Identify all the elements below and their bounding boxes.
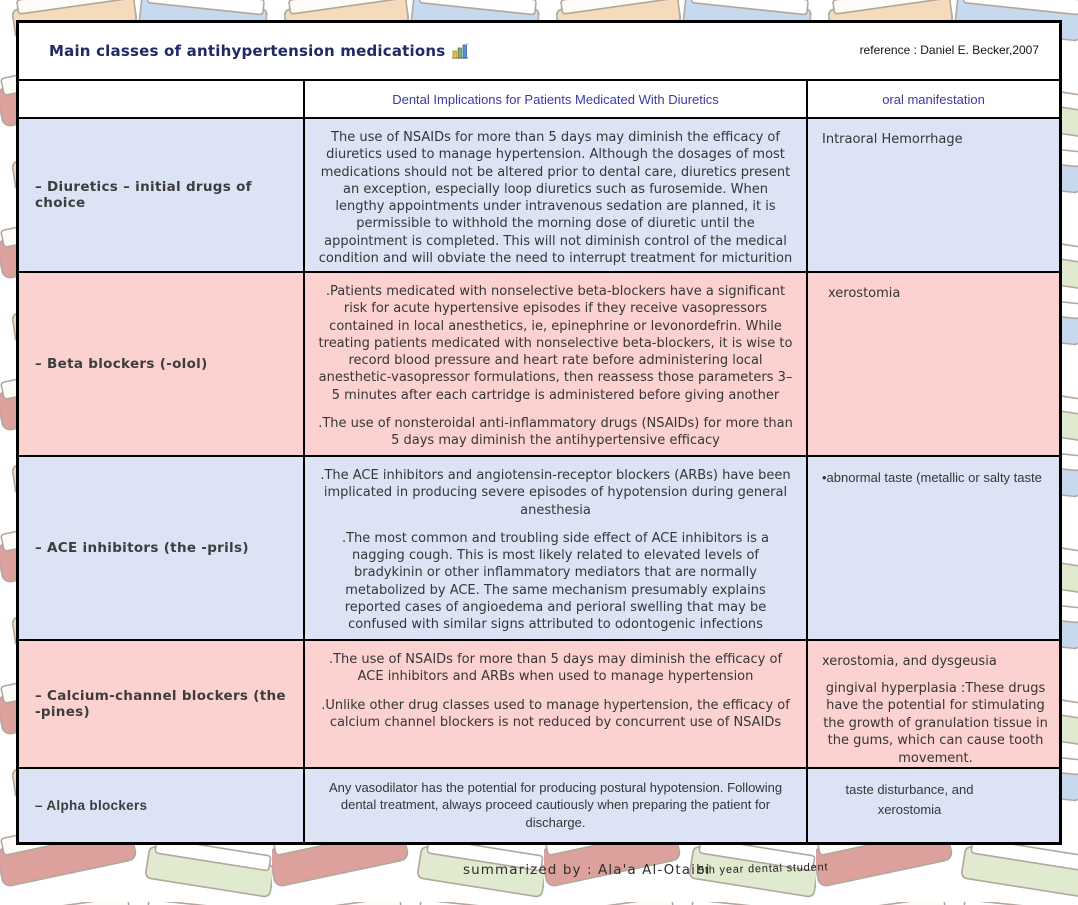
manifestation-cell [808,769,1059,842]
page-title-text: Main classes of antihypertension medications [49,42,446,60]
manifestation-cell [808,119,1059,271]
drug-class-label: – Alpha blockers [35,798,148,813]
drug-class-cell [19,641,305,767]
implications-cell [305,119,808,271]
table-row-ace-inhibitors [19,457,1059,641]
implication-paragraph: .The use of NSAIDs for more than 5 days may diminish the efficacy of ACE inhibitors and ARBs when used to manage hypertension [328,652,783,685]
drug-class-cell [19,457,305,639]
drug-class-cell [19,119,305,271]
implication-paragraph: .Unlike other drug classes used to manage hypertension, the efficacy of calcium channel blockers is not reduced by concurrent use of NSAIDs [321,697,790,730]
footer-role: 5th year dental student [697,861,829,877]
summary-card [16,20,1062,845]
implications-cell [305,273,808,455]
manifestation-item: xerostomia [828,286,901,301]
drug-class-label: – ACE inhibitors (the -prils) [35,540,249,556]
footer-credit: summarized by : Ala'a Al-Otaibi [463,862,711,878]
header-cell-manifestation: oral manifestation [882,91,985,107]
header-cell-implications: Dental Implications for Patients Medicated With Diuretics [305,81,808,117]
table-row-calcium-channel-blockers [19,641,1059,769]
implications-cell [305,457,808,639]
manifestation-item: Intraoral Hemorrhage [822,132,963,147]
reference-label: reference : Daniel E. Becker,2007 [859,43,1039,57]
title-band [19,23,1059,81]
manifestation-item: xerostomia [877,801,942,817]
manifestation-item: •abnormal taste (metallic or salty taste [822,470,1042,485]
table-row-alpha-blockers [19,769,1059,842]
implication-paragraph: .The most common and troubling side effect of ACE inhibitors is a nagging cough. This is most likely related to elevated levels of bradykinin or other inflammatory mediators that are normally metabolized by ACE. The same mechanism presumably explains reported cases of angioedema and perioral swelling that may be confused with similar signs attributed to odontogenic infections [341,530,770,633]
header-cell-drug-class [19,81,305,117]
manifestation-lines [822,781,997,818]
implication-paragraph: .The use of nonsteroidal anti-inflammatory drugs (NSAIDs) for more than 5 days may diminish the antihypertensive efficacy [318,415,793,449]
table-row-beta-blockers [19,273,1059,457]
implication-paragraph: Any vasodilator has the potential for producing postural hypotension. Following dental treatment, always proceed cautiously when preparing the patient for discharge. [328,780,783,830]
bar-chart-icon [451,43,469,59]
drug-class-label: – Diuretics – initial drugs of choice [35,179,252,211]
table-header-row [19,81,1059,119]
drug-class-label: – Beta blockers (-olol) [35,356,208,372]
implications-cell [305,769,808,842]
drug-class-label: – Calcium-channel blockers (the -pines) [35,688,286,720]
manifestation-item: xerostomia, and dysgeusia [822,654,997,669]
page-title [49,42,469,60]
manifestation-item: taste disturbance, and [845,782,974,797]
table-row-diuretics [19,119,1059,273]
implications-cell [305,641,808,767]
manifestation-cell [808,641,1059,767]
manifestation-cell [808,457,1059,639]
implication-paragraph: .The ACE inhibitors and angiotensin-receptor blockers (ARBs) have been implicated in producing severe episodes of hypotension during general anesthesia [320,468,791,518]
footer [0,860,1078,890]
manifestation-item: gingival hyperplasia :These drugs have the potential for stimulating the growth of granulation tissue in the gums, which can cause tooth movement. [823,680,1048,766]
implication-paragraph: .Patients medicated with nonselective beta-blockers have a significant risk for acute hypertensive episodes if they receive vasopressors contained in local anesthetics, ie, epinephrine or levonordefrin. While treating patients medicated with nonselective beta-blockers, it is wise to record blood pressure and heart rate before administering local anesthetic-vasopressor formulations, then reassess those parameters 3–5 minutes after each cartridge is administered before giving another [318,284,793,403]
manifestation-cell [808,273,1059,455]
drug-class-cell [19,273,305,455]
implication-paragraph: The use of NSAIDs for more than 5 days may diminish the efficacy of diuretics used to manage hypertension. Although the dosages of most medications should not be altered prior to dental care, diuretics present an exception, especially loop diuretics such as furosemide. When lengthy appointments under intravenous sedation are planned, it is permissible to withhold the morning dose of diuretic until the appointment is completed. This will not diminish control of the medical condition and will obviate the need to interrupt treatment for micturition [318,130,793,266]
drug-class-cell [19,769,305,842]
